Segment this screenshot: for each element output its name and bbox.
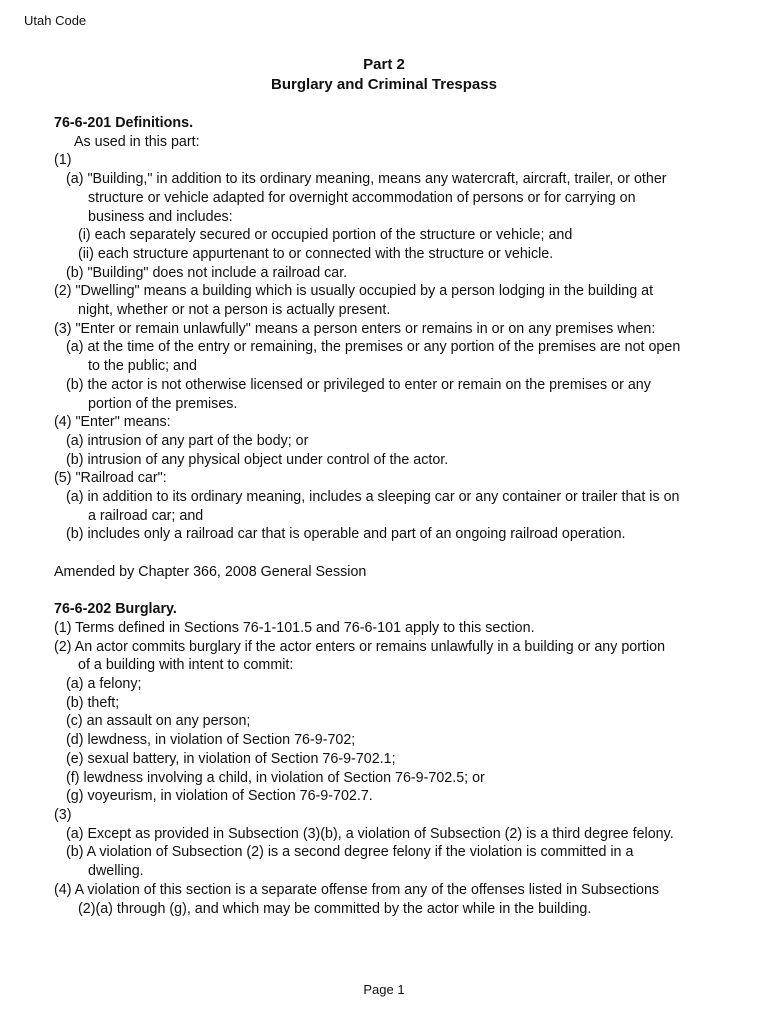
text-line: (b) includes only a railroad car that is operable and part of an ongoing railroad operation. <box>66 526 626 543</box>
text-line: (2)(a) through (g), and which may be committed by the actor while in the building. <box>78 900 592 917</box>
text-line: (1) Terms defined in Sections 76-1-101.5 and 76-6-101 apply to this section. <box>54 619 535 636</box>
text-line: (f) lewdness involving a child, in violation of Section 76-9-702.5; or <box>66 769 485 786</box>
text-line: (d) lewdness, in violation of Section 76-9-702; <box>66 732 356 749</box>
text-line: (5) "Railroad car": <box>54 470 167 487</box>
section-heading: 76-6-201 Definitions. <box>54 115 194 131</box>
text-line: (i) each separately secured or occupied portion of the structure or vehicle; and <box>78 227 573 244</box>
text-line: structure or vehicle adapted for overnight accommodation of persons or for carrying on <box>88 189 636 206</box>
page-number: Page 1 <box>363 982 405 997</box>
statute-body <box>54 114 744 918</box>
text-line: a railroad car; and <box>88 507 204 524</box>
text-line: to the public; and <box>88 358 197 375</box>
text-line: (4) "Enter" means: <box>54 414 171 431</box>
text-line: of a building with intent to commit: <box>78 657 294 674</box>
text-line: (b) "Building" does not include a railroad car. <box>66 264 348 281</box>
text-line: business and includes: <box>88 208 233 225</box>
text-line: (a) "Building," in addition to its ordinary meaning, means any watercraft, aircraft, trailer, or other <box>66 171 667 188</box>
text-line: (a) intrusion of any part of the body; or <box>66 432 309 449</box>
text-line: (b) A violation of Subsection (2) is a second degree felony if the violation is committed in a <box>66 844 634 861</box>
text-line: portion of the premises. <box>88 395 238 412</box>
text-line: (4) A violation of this section is a separate offense from any of the offenses listed in Subsections <box>54 881 660 898</box>
text-line: (b) intrusion of any physical object under control of the actor. <box>66 451 449 468</box>
text-line: (b) the actor is not otherwise licensed or privileged to enter or remain on the premises or any <box>66 376 651 393</box>
part-subtitle: Burglary and Criminal Trespass <box>271 76 497 93</box>
text-line: (b) theft; <box>66 694 120 711</box>
text-line: (a) a felony; <box>66 676 142 693</box>
blank-line <box>54 582 744 601</box>
text-line: Amended by Chapter 366, 2008 General Session <box>54 563 367 580</box>
part-title: Part 2 <box>363 56 405 73</box>
text-line: (c) an assault on any person; <box>66 713 251 730</box>
section-heading: 76-6-202 Burglary. <box>54 601 177 618</box>
text-line: (2) An actor commits burglary if the actor enters or remains unlawfully in a building or any portion <box>54 638 666 655</box>
blank-line <box>54 544 744 563</box>
text-line: dwelling. <box>88 863 144 880</box>
text-line: (3) "Enter or remain unlawfully" means a person enters or remains in or on any premises when: <box>54 320 656 337</box>
text-line: (2) "Dwelling" means a building which is usually occupied by a person lodging in the building at <box>54 283 654 300</box>
text-line: (3) <box>54 806 72 823</box>
text-line: (a) in addition to its ordinary meaning, includes a sleeping car or any container or trailer that is on <box>66 489 680 506</box>
text-line: night, whether or not a person is actually present. <box>78 302 391 319</box>
document-header: Utah Code <box>24 13 87 28</box>
text-line: (1) <box>54 152 72 169</box>
text-line: As used in this part: <box>74 133 200 150</box>
text-line: (g) voyeurism, in violation of Section 76-9-702.7. <box>66 788 373 805</box>
text-line: (a) at the time of the entry or remaining, the premises or any portion of the premises are not open <box>66 339 681 356</box>
part-heading <box>0 55 768 95</box>
text-line: (ii) each structure appurtenant to or connected with the structure or vehicle. <box>78 245 554 262</box>
text-line: (a) Except as provided in Subsection (3)(b), a violation of Subsection (2) is a third degree felony. <box>66 825 674 842</box>
text-line: (e) sexual battery, in violation of Section 76-9-702.1; <box>66 750 396 767</box>
